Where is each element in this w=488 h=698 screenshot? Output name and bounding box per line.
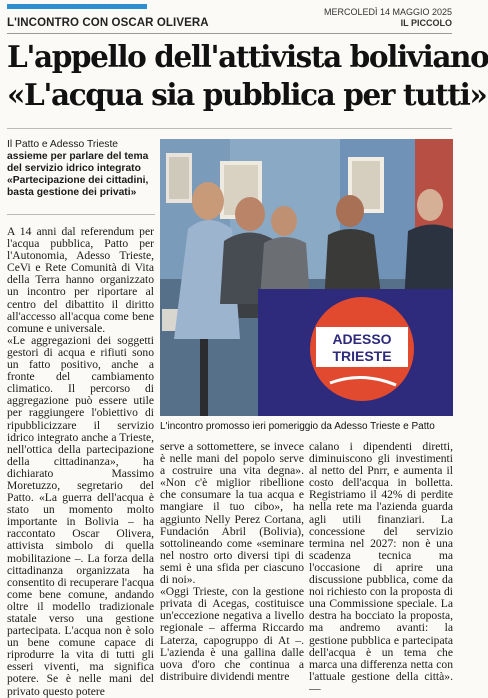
dateline — [324, 7, 452, 29]
paragraph: «Le aggregazioni dei soggetti gestori di acqua e rifiuti sono un fatto positivo, anche a fronte del cambiamento climatico. Il percorso di aggregazione può essere utile per raggiungere l'obiettivo di ripubblicizzare il servizio idrico integrato anche a Trieste, nell'ottica della partecipazione della cittadinanza», ha dichiarato Massimo Moretuzzo, segretario del Patto. «La guerra dell'acqua è stato un momento molto importante in Bolivia – ha raccontato Oscar Olivera, attivista simbolo di quella mobilitazione –. La forza della cittadinanza organizzata ha consentito di recuperare l'acqua come bene comune, andando oltre il modello tradizionale statale verso una gestione partecipata. L'acqua non è solo un bene comune capace di riprodurre la vita di tutti gli esseri viventi, ma significa potere. Se è nelle mani del privato questo potere — [7, 333, 154, 698]
paragraph: calano i dipendenti diretti, diminuiscono gli investimenti al netto del Pnrr, e aumenta il costo dell'acqua in bolletta. Registriamo il 42% di perdite nella rete ma l'azienda guarda agli utili finanziari. La concessione del servizio termina nel 2027: non è una scadenza tecnica ma l'occasione di aprire una discussione pubblica, come da noi richiesto con la proposta di una Commissione speciale. La destra ha bocciato la proposta, ma andremo avanti: la gestione pubblica e partecipata dell'acqua è un tema che marca una differenza netta con l'attuale gestione della città». — — [309, 440, 453, 695]
banner-text-2: TRIESTE — [332, 348, 392, 364]
masthead-bar — [7, 4, 452, 34]
summary — [7, 139, 155, 199]
event-photo — [160, 139, 453, 416]
article-column-2 — [160, 441, 304, 683]
paragraph: «Oggi Trieste, con la gestione privata di Acegas, costituisce un'eccezione negativa a livello regionale – afferma Riccardo Laterza, capogruppo di At –. L'azienda è una gallina dalle uova d'oro che continua a distribuire dividendi mentre — [160, 585, 304, 683]
headline-divider — [7, 128, 452, 129]
article-column-1 — [7, 226, 154, 698]
article-column-3 — [309, 441, 453, 695]
paragraph: serve a sottomettere, se invece è nelle mani del popolo serve a costruire una vita degna». «Non c'è miglior ribellione che consumare la tua acqua e mangiare il tuo cibo», ha aggiunto Nelly Perez Cortana, Fundación Abril (Bolivia), sottolineando come «seminare nel nostro orto diversi tipi di semi è una sfida per ciascuno di noi». — [160, 440, 304, 587]
kicker: L'INCONTRO CON OSCAR OLIVERA — [7, 17, 209, 29]
section-color-rule — [7, 4, 147, 9]
newspaper-name: IL PICCOLO — [400, 18, 452, 28]
photo-caption: L'incontro promosso ieri pomeriggio da Adesso Trieste e Patto — [160, 421, 435, 432]
summary-intro: Il Patto e Adesso Trieste — [7, 139, 119, 150]
header-divider — [7, 33, 452, 34]
banner-text-1: ADESSO — [332, 331, 392, 347]
summary-body: assieme per parlare del tema del servizio idrico integrato «Partecipazione dei cittadini, basta gestione dei privati» — [7, 151, 149, 198]
headline — [7, 39, 488, 112]
issue-date: MERCOLEDÌ 14 MAGGIO 2025 — [323, 7, 452, 17]
paragraph: A 14 anni dal referendum per l'acqua pubblica, Patto per l'Autonomia, Adesso Trieste, CeVi e Rete Comunità di Vita della Terra hanno organizzato un incontro per riportare al centro del dibattito il diritto all'accesso all'acqua come bene comune e universale. — [7, 225, 154, 335]
summary-divider — [7, 214, 155, 215]
headline-line-1: L'appello dell'attivista boliviano — [7, 39, 488, 74]
headline-line-2: «L'acqua sia pubblica per tutti» — [7, 77, 487, 112]
